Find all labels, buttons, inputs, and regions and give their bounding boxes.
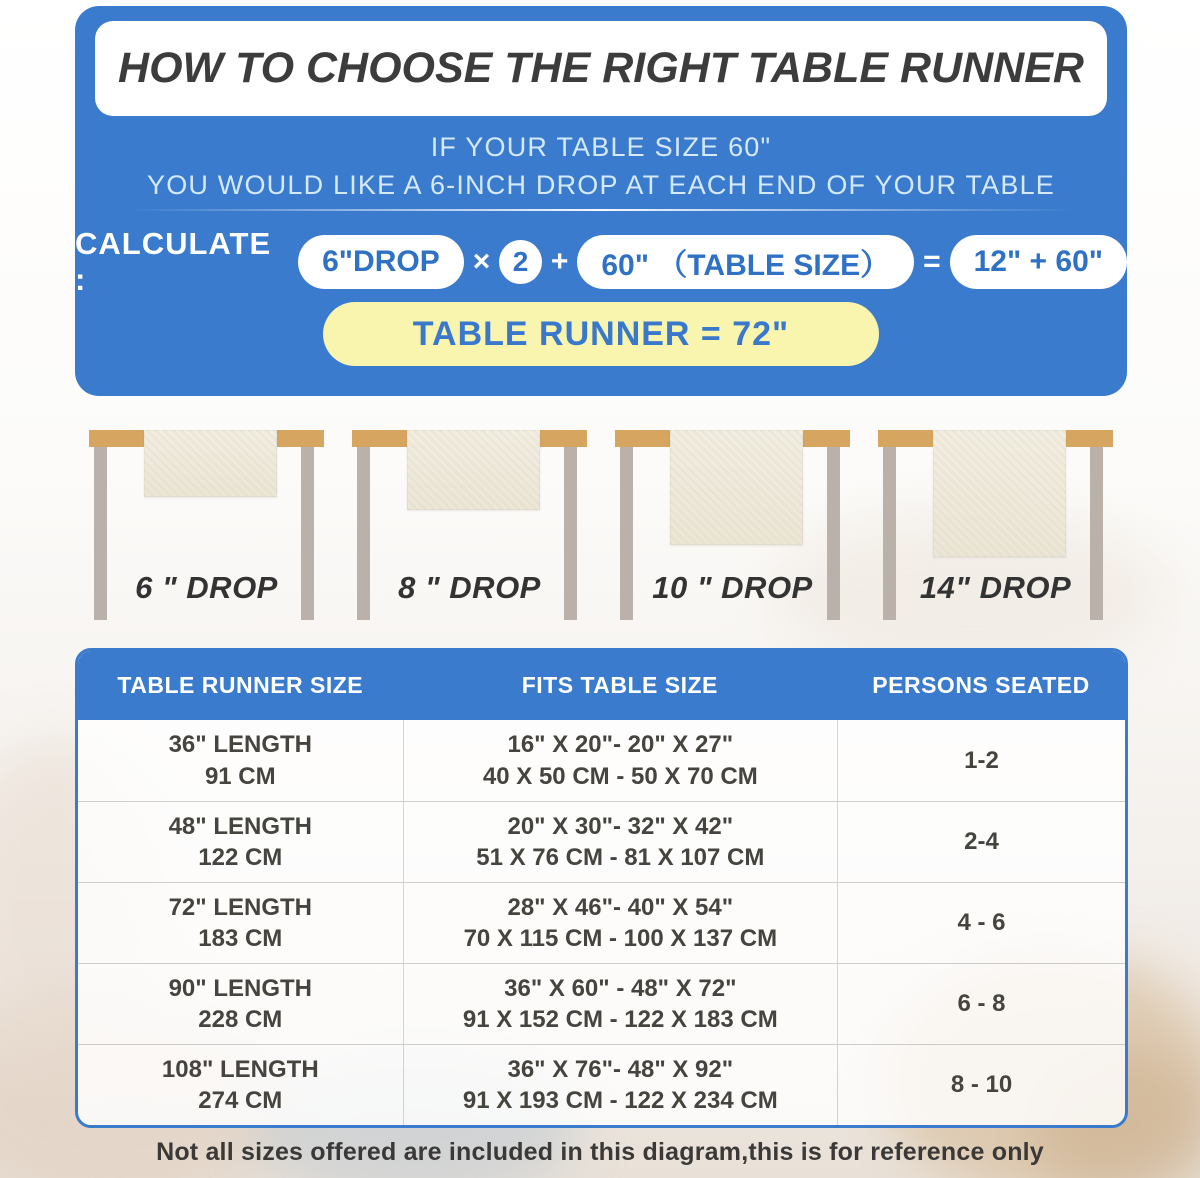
table-row <box>78 1044 1125 1125</box>
size-inches: 72" LENGTH <box>168 893 312 921</box>
runner-size-cell <box>78 1045 403 1125</box>
fits-inches: 28" X 46"- 40" X 54" <box>507 893 734 921</box>
table-size-pill: 60" （TABLE SIZE） <box>577 235 914 289</box>
size-cm: 274 CM <box>198 1087 283 1114</box>
fits-cm: 91 X 152 CM - 122 X 183 CM <box>462 1006 778 1033</box>
table-illustration-8in <box>338 430 601 625</box>
size-cm: 122 CM <box>198 844 283 871</box>
table-illustration-10in <box>601 430 864 625</box>
calculate-label: CALCULATE : <box>75 226 272 297</box>
subtitle-line-1: IF YOUR TABLE SIZE 60" <box>430 132 772 162</box>
drop-label: 10 " DROP <box>652 570 813 605</box>
size-inches: 108" LENGTH <box>161 1055 319 1083</box>
result-row <box>75 302 1127 366</box>
persons-cell: 1-2 <box>837 720 1125 801</box>
equals-operator: = <box>923 245 941 278</box>
persons-cell: 8 - 10 <box>837 1045 1125 1125</box>
size-cm: 91 CM <box>204 762 276 790</box>
size-cm: 228 CM <box>198 1006 283 1033</box>
footer-note: Not all sizes offered are included in this diagram,this is for reference only <box>156 1138 1044 1166</box>
table-row <box>78 720 1125 801</box>
runner-cloth <box>670 430 803 545</box>
table-illustration-14in <box>864 430 1127 625</box>
runner-cloth <box>933 430 1066 557</box>
subtitle-line-2: YOU WOULD LIKE A 6-INCH DROP AT EACH END OF YOUR TABLE <box>146 170 1055 200</box>
size-inches: 90" LENGTH <box>168 974 312 1002</box>
size-chart-header <box>78 651 1125 720</box>
runner-size-cell <box>78 802 403 882</box>
runner-size-cell <box>78 964 403 1044</box>
fits-cm: 70 X 115 CM - 100 X 137 CM <box>463 925 778 952</box>
fits-inches: 20" X 30"- 32" X 42" <box>507 812 734 840</box>
calculation-formula <box>75 226 1127 297</box>
drop-illustrations <box>75 430 1127 625</box>
divider-line <box>128 209 1075 211</box>
fits-table-cell <box>403 720 838 801</box>
table-row <box>78 801 1125 882</box>
fits-table-cell <box>403 1045 838 1125</box>
result-pill: TABLE RUNNER = 72" <box>323 302 879 366</box>
runner-size-cell <box>78 720 403 801</box>
runner-cloth <box>407 430 540 510</box>
persons-cell: 4 - 6 <box>837 883 1125 963</box>
page-title: HOW TO CHOOSE THE RIGHT TABLE RUNNER <box>118 44 1084 92</box>
fits-table-cell <box>403 802 838 882</box>
hero-card <box>75 6 1127 396</box>
table-illustration-6in <box>75 430 338 625</box>
multiplier-badge: 2 <box>499 240 542 284</box>
fits-cm: 40 X 50 CM - 50 X 70 CM <box>482 762 758 790</box>
fits-table-cell <box>403 964 838 1044</box>
fits-table-cell <box>403 883 838 963</box>
size-cm: 183 CM <box>198 925 283 952</box>
title-banner <box>95 21 1107 116</box>
size-inches: 48" LENGTH <box>168 812 312 840</box>
table-row <box>78 882 1125 963</box>
column-header-persons: PERSONS SEATED <box>872 672 1090 698</box>
drop-label: 8 " DROP <box>398 570 541 605</box>
persons-cell: 2-4 <box>837 802 1125 882</box>
column-header-fits-table: FITS TABLE SIZE <box>521 672 718 698</box>
drop-label: 6 " DROP <box>135 570 278 605</box>
times-operator: × <box>472 245 491 278</box>
runner-cloth <box>144 430 277 497</box>
drop-label: 14" DROP <box>919 570 1072 605</box>
fits-cm: 51 X 76 CM - 81 X 107 CM <box>476 844 765 871</box>
table-row <box>78 963 1125 1044</box>
fits-cm: 91 X 193 CM - 122 X 234 CM <box>462 1087 778 1114</box>
size-inches: 36" LENGTH <box>168 731 312 759</box>
size-chart <box>75 648 1128 1128</box>
persons-cell: 6 - 8 <box>837 964 1125 1044</box>
runner-size-cell <box>78 883 403 963</box>
fits-inches: 36" X 60" - 48" X 72" <box>504 974 737 1002</box>
fits-inches: 16" X 20"- 20" X 27" <box>507 731 734 759</box>
column-header-runner-size: TABLE RUNNER SIZE <box>117 672 364 698</box>
drop-value-pill: 6"DROP <box>298 235 464 289</box>
plus-operator: + <box>550 245 569 278</box>
sum-pill: 12" + 60" <box>950 235 1127 289</box>
fits-inches: 36" X 76"- 48" X 92" <box>507 1055 734 1083</box>
